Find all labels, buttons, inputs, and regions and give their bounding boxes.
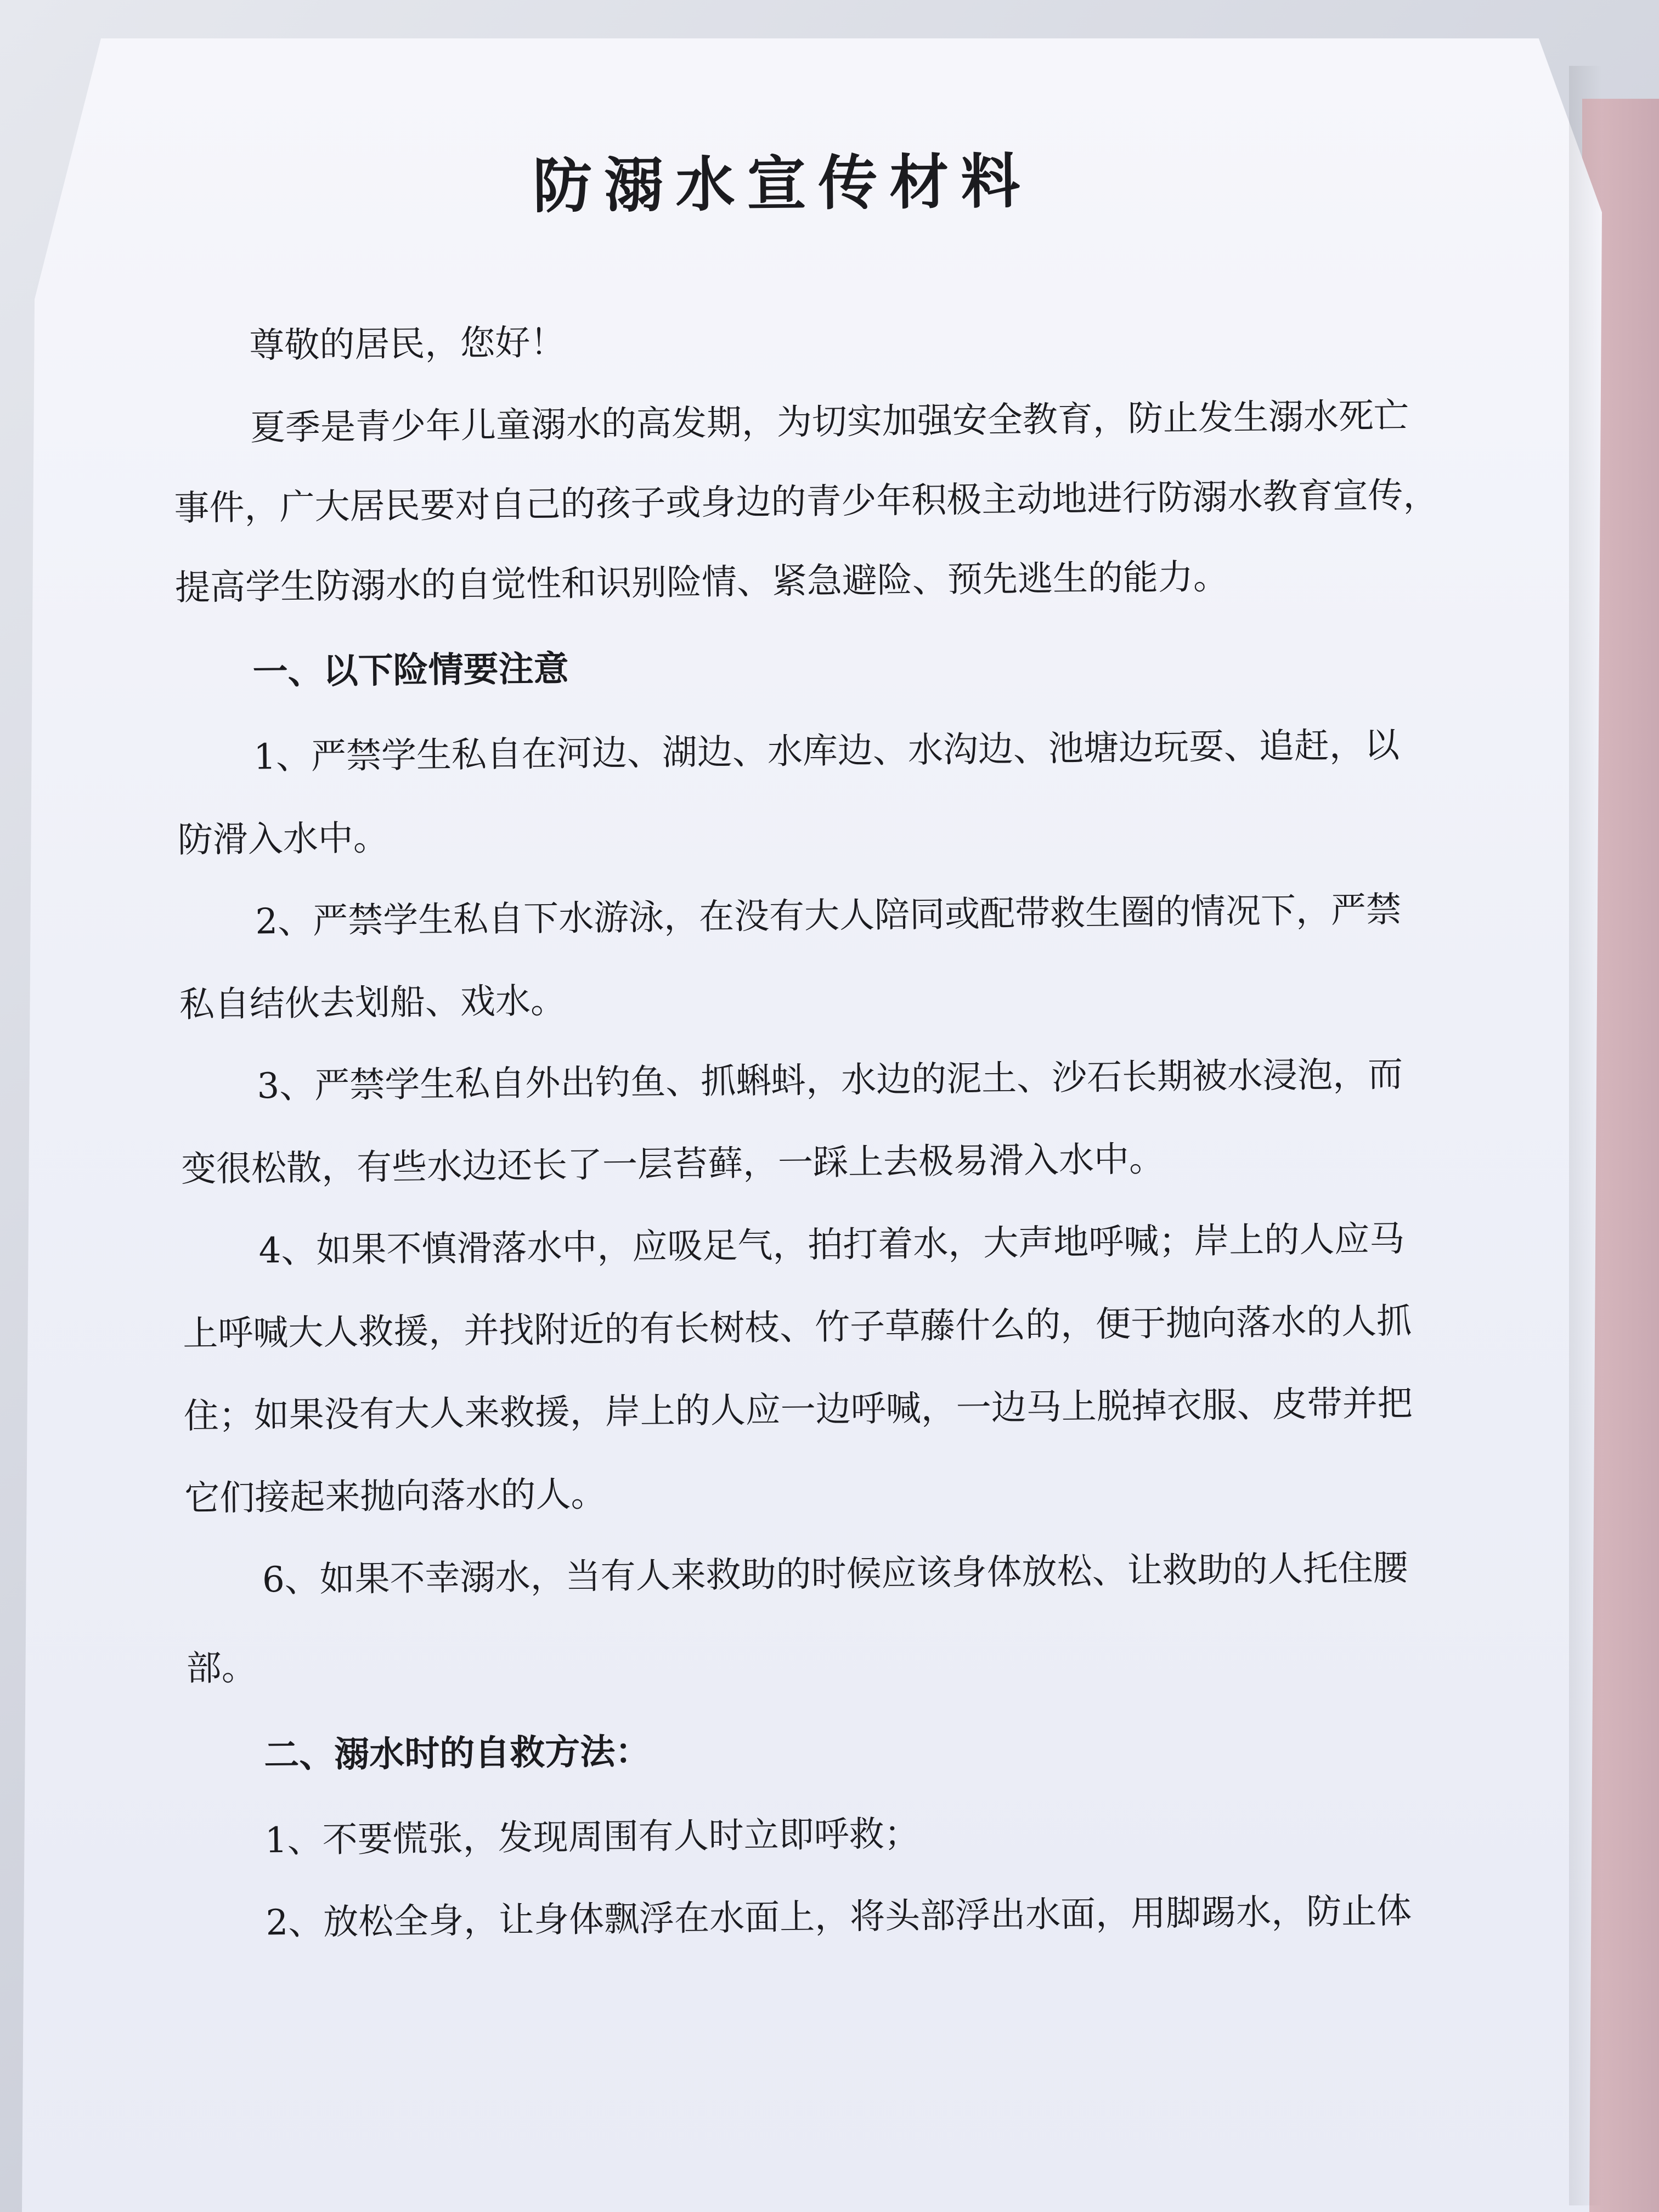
- hazard-item-3: 3、严禁学生私自外出钓鱼、抓蝌蚪，水边的泥土、沙石长期被水浸泡，而: [257, 1054, 1403, 1107]
- intro-line: 夏季是青少年儿童溺水的高发期，为切实加强安全教育，防止发生溺水死亡: [250, 396, 1409, 449]
- hazard-item-4-cont: 上呼喊大人救援，并找附近的有长树枝、竹子草藤什么的，便于抛向落水的人抓: [182, 1301, 1412, 1355]
- document-title: 防溺水宣传材料: [532, 147, 1033, 222]
- hazard-item-2-cont: 私自结伙去划船、戏水。: [179, 980, 566, 1025]
- hazard-item-6: 6、如果不幸溺水，当有人来救助的时候应该身体放松、让救助的人托住腰: [262, 1548, 1408, 1601]
- hazard-item-6-cont: 部。: [186, 1647, 257, 1689]
- section-heading-self-rescue: 二、溺水时的自救方法：: [263, 1731, 651, 1776]
- hazard-item-4-cont: 住；如果没有大人来救援，岸上的人应一边呼喊，一边马上脱掉衣服、皮带并把: [183, 1383, 1413, 1437]
- hazard-item-3-cont: 变很松散，有些水边还长了一层苔藓，一踩上去极易滑入水中。: [180, 1139, 1165, 1190]
- self-rescue-item-2: 2、放松全身，让身体飘浮在水面上，将头部浮出水面，用脚踢水，防止体: [266, 1891, 1412, 1944]
- section-heading-hazards: 一、以下险情要注意: [252, 648, 569, 693]
- self-rescue-item-1: 1、不要慌张，发现周围有人时立即呼救；: [264, 1813, 919, 1861]
- intro-line: 事件，广大居民要对自己的孩子或身边的青少年积极主动地进行防溺水教育宣传，: [174, 475, 1438, 529]
- greeting: 尊敬的居民，您好！: [249, 322, 566, 366]
- hazard-item-2: 2、严禁学生私自下水游泳，在没有大人陪同或配带救生圈的情况下，严禁: [255, 889, 1402, 943]
- hazard-item-1-cont: 防滑入水中。: [177, 817, 389, 861]
- hazard-item-4-cont: 它们接起来抛向落水的人。: [184, 1474, 606, 1519]
- intro-line: 提高学生防溺水的自觉性和识别险情、紧急避险、预先逃生的能力。: [174, 556, 1229, 608]
- hazard-item-4: 4、如果不慎滑落水中，应吸足气，拍打着水，大声地呼喊；岸上的人应马: [258, 1218, 1405, 1272]
- hazard-item-1: 1、严禁学生私自在河边、湖边、水库边、水沟边、池塘边玩耍、追赶，以: [253, 725, 1400, 778]
- paper-edge-shadow: [1569, 66, 1602, 2205]
